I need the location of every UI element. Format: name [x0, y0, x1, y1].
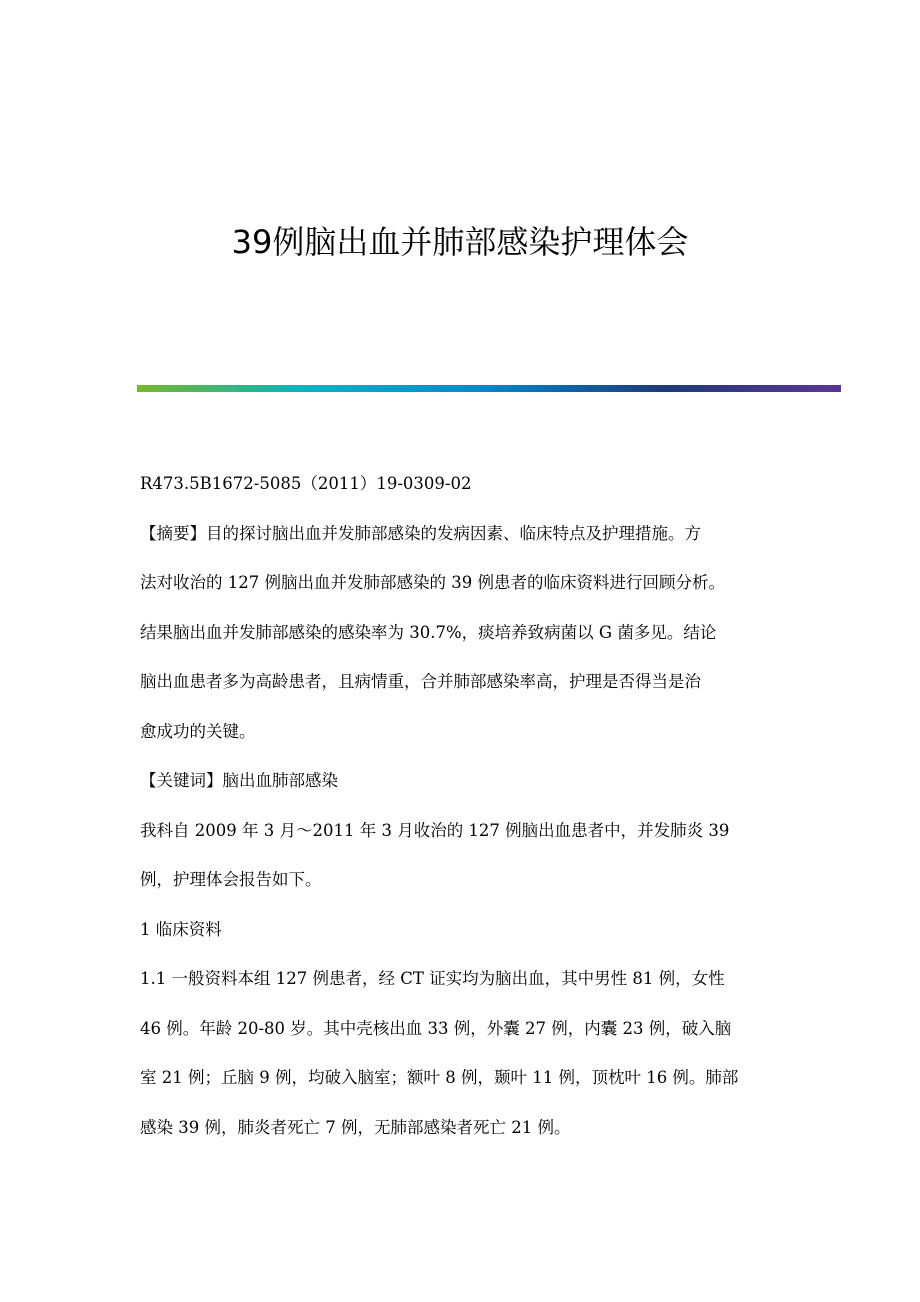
text-line: 脑出血患者多为高龄患者，且病情重，合并肺部感染率高，护理是否得当是治 — [140, 672, 701, 691]
document-title: 39例脑出血并肺部感染护理体会 — [231, 223, 689, 261]
text-line: 1.1 一般资料本组 127 例患者，经 CT 证实均为脑出血，其中男性 81 例，女性 — [140, 969, 725, 988]
general-data-paragraph — [140, 964, 840, 1162]
abstract-paragraph — [140, 519, 840, 767]
document-body — [140, 469, 840, 1162]
text-line: 愈成功的关键。 — [140, 721, 256, 741]
section-heading — [140, 915, 840, 965]
text-line: 结果脑出血并发肺部感染的感染率为 30.7%，痰培养致病菌以 G 菌多见。结论 — [140, 622, 717, 642]
text-line: 我科自 2009 年 3 月～2011 年 3 月收治的 127 例脑出血患者中，并发肺炎 39 — [140, 820, 730, 840]
keywords-paragraph — [140, 766, 840, 816]
text-line: 室 21 例；丘脑 9 例，均破入脑室；额叶 8 例，颞叶 11 例，顶枕叶 16 例。肺部 — [140, 1068, 739, 1087]
text-line: R473.5B1672-5085（2011）19-0309-02 — [140, 474, 472, 493]
gradient-divider — [137, 385, 841, 392]
text-line: 法对收治的 127 例脑出血并发肺部感染的 39 例患者的临床资料进行回顾分析。 — [140, 573, 725, 592]
intro-paragraph — [140, 816, 840, 915]
text-line: 46 例。年龄 20-80 岁。其中壳核出血 33 例，外囊 27 例，内囊 23 例，破入脑 — [140, 1018, 732, 1038]
text-line: 例，护理体会报告如下。 — [140, 870, 322, 889]
text-line: 1 临床资料 — [140, 919, 222, 939]
text-line: 感染 39 例，肺炎者死亡 7 例，无肺部感染者死亡 21 例。 — [140, 1117, 571, 1137]
text-line: 【关键词】脑出血肺部感染 — [140, 771, 338, 790]
text-line: 【摘要】目的探讨脑出血并发肺部感染的发病因素、临床特点及护理措施。方 — [140, 523, 701, 543]
classification-code — [140, 469, 840, 519]
